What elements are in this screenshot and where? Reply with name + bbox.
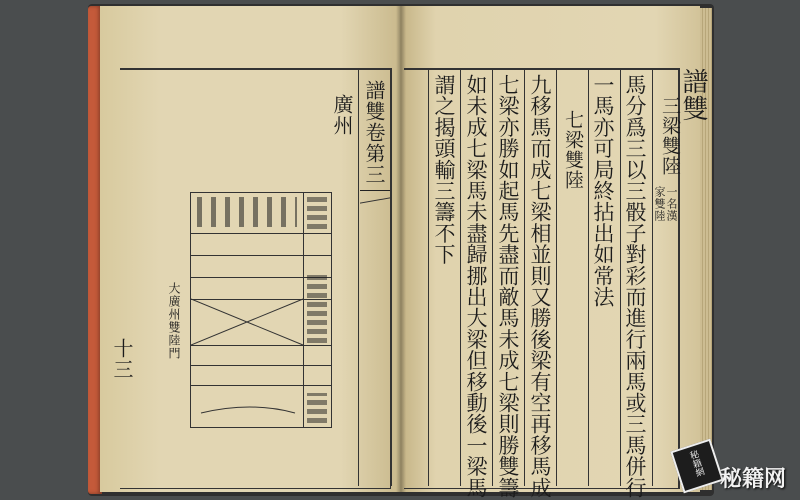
board-markings-side bbox=[307, 197, 327, 229]
section-heading: 廣州 bbox=[330, 94, 354, 136]
right-margin-title: 譜雙 bbox=[678, 68, 708, 122]
text-column-1: 馬分爲三以三骰子對彩而進行兩馬或三馬併行 bbox=[623, 74, 647, 498]
left-margin-rule bbox=[358, 68, 359, 486]
board-markings-bottom bbox=[307, 393, 327, 423]
left-page-fold-line bbox=[390, 68, 392, 486]
column-rule bbox=[620, 68, 621, 486]
board-markings-top bbox=[197, 197, 297, 227]
alias-note-1: 一名漢 bbox=[665, 186, 678, 222]
column-rule bbox=[460, 68, 461, 486]
text-column-3: 九移馬而成七梁相並則又勝後梁有空再移馬成 bbox=[528, 74, 552, 498]
diagram-side-label: 大廣州雙陸門 bbox=[167, 282, 181, 360]
text-column-6: 謂之揭頭輸三籌不下 bbox=[432, 74, 456, 265]
column-title: 三梁雙陸 bbox=[659, 96, 681, 176]
sub-title: 七梁雙陸 bbox=[562, 110, 584, 190]
column-rule bbox=[428, 68, 429, 486]
board-diagram bbox=[190, 192, 332, 428]
text-column-5: 如未成七梁馬未盡歸挪出大梁但移動後一梁馬 bbox=[464, 74, 488, 498]
folio-number: 十三 bbox=[110, 338, 134, 380]
alias-note-2: 家雙陸 bbox=[653, 186, 666, 222]
watermark-site-text: 秘籍网 bbox=[720, 466, 787, 492]
column-rule bbox=[556, 68, 557, 486]
column-rule bbox=[652, 68, 653, 486]
column-rule bbox=[524, 68, 525, 486]
text-column-2: 一馬亦可局終拈出如常法 bbox=[591, 74, 615, 308]
board-markings-mid bbox=[307, 273, 327, 343]
column-rule bbox=[492, 68, 493, 486]
left-margin-title: 譜雙卷第三 bbox=[362, 80, 386, 185]
watermark-stamp-text: 秘籍網 bbox=[686, 449, 705, 479]
column-rule bbox=[588, 68, 589, 486]
text-column-4: 七梁亦勝如起馬先盡而敵馬未成七梁則勝雙籌 bbox=[496, 74, 520, 498]
